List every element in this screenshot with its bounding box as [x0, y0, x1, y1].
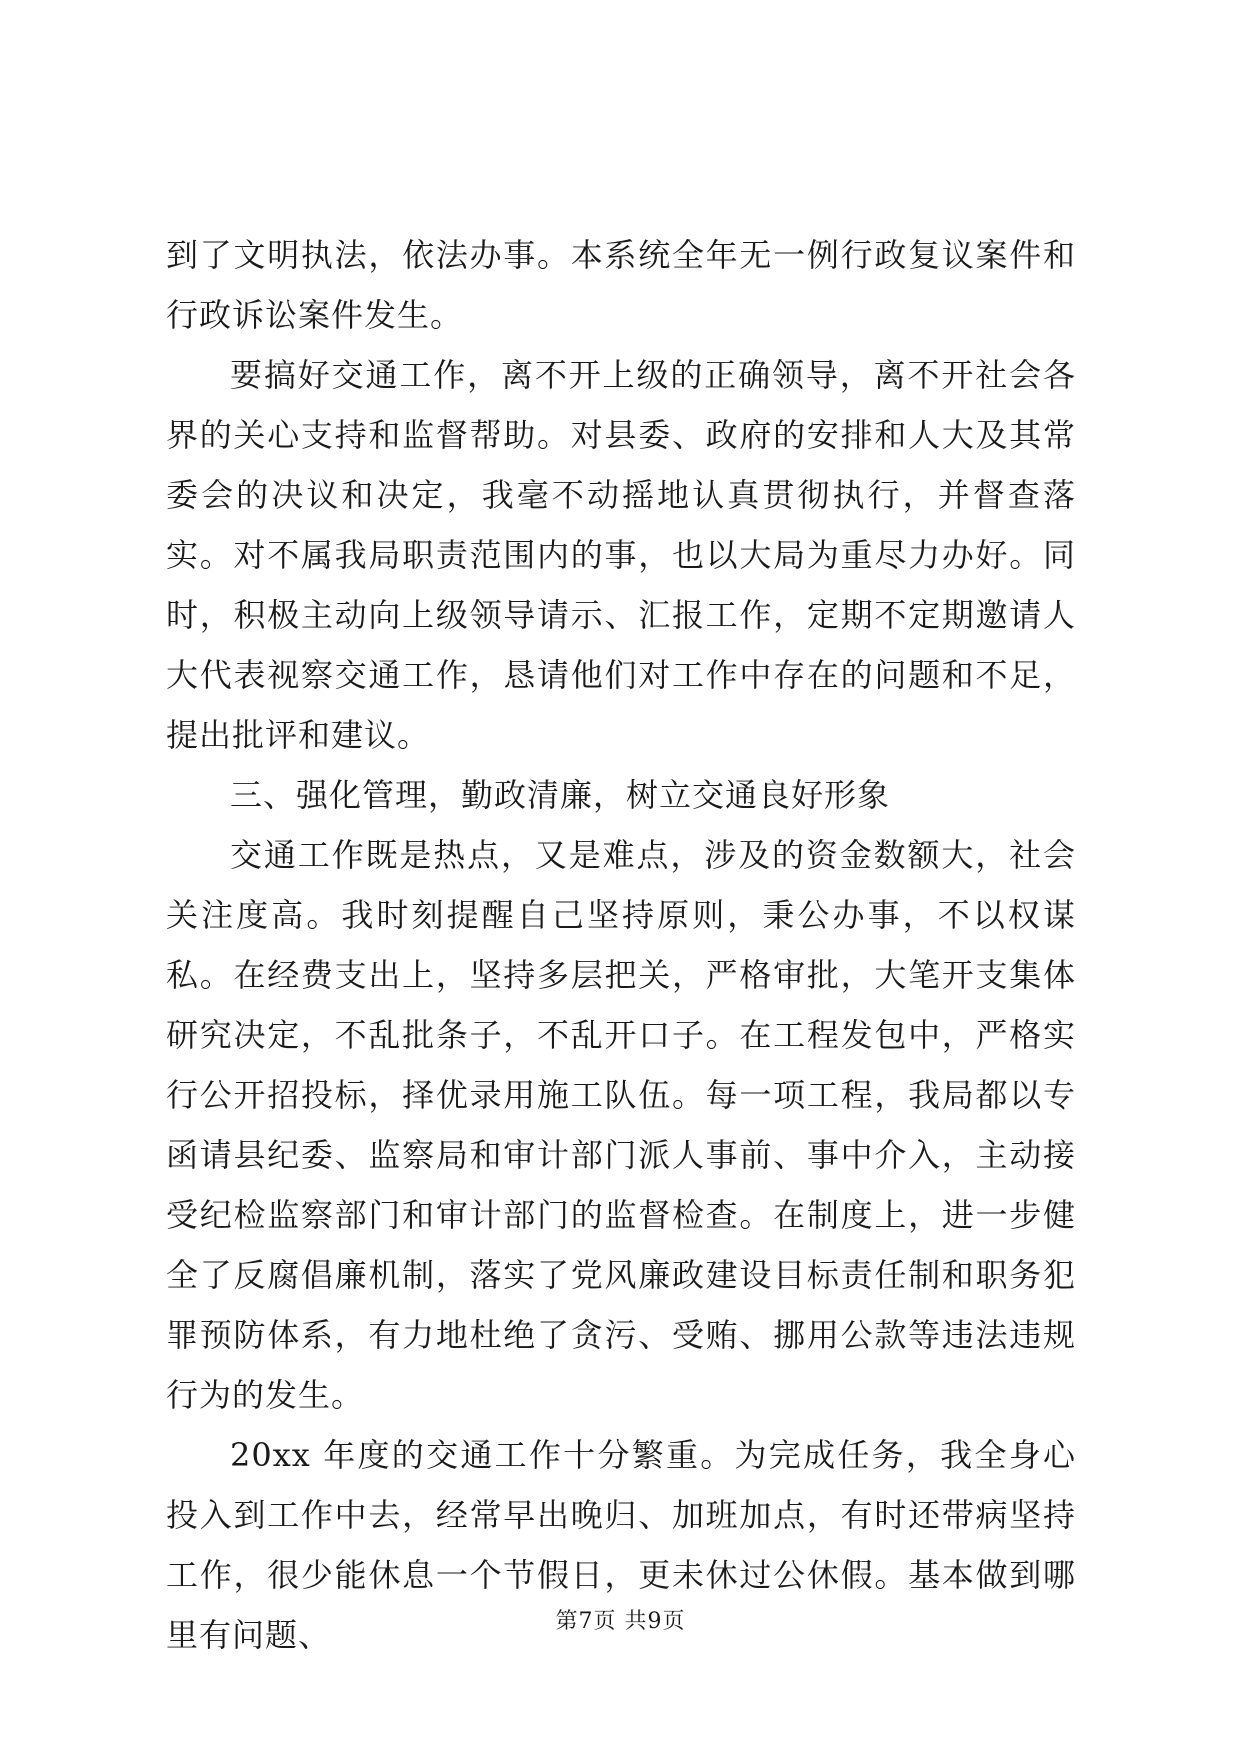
- section-heading: 三、强化管理，勤政清廉，树立交通良好形象: [230, 776, 891, 814]
- page-number-footer: 第7页 共9页: [555, 1609, 686, 1634]
- paragraph: 20xx 年度的交通工作十分繁重。为完成任务，我全身心投入到工作中去，经常早出晚归、加班加点，有时还带病坚持工作，很少能休息一个节假日，更未休过公休假。基本做到哪里有问题、: [166, 1436, 1076, 1654]
- document-body: [166, 225, 1076, 1665]
- paragraph: 要搞好交通工作，离不开上级的正确领导，离不开社会各界的关心支持和监督帮助。对县委、政府的安排和人大及其常委会的决议和决定，我毫不动摇地认真贯彻执行，并督查落实。对不属我局职责范围内的事，也以大局为重尽力办好。同时，积极主动向上级领导请示、汇报工作，定期不定期邀请人大代表视察交通工作，恳请他们对工作中存在的问题和不足，提出批评和建议。: [166, 356, 1076, 754]
- paragraph: 到了文明执法，依法办事。本系统全年无一例行政复议案件和行政诉讼案件发生。: [166, 236, 1076, 334]
- paragraph: 交通工作既是热点，又是难点，涉及的资金数额大，社会关注度高。我时刻提醒自己坚持原则，秉公办事，不以权谋私。在经费支出上，坚持多层把关，严格审批，大笔开支集体研究决定，不乱批条子，不乱开口子。在工程发包中，严格实行公开招投标，择优录用施工队伍。每一项工程，我局都以专函请县纪委、监察局和审计部门派人事前、事中介入，主动接受纪检监察部门和审计部门的监督检查。在制度上，进一步健全了反腐倡廉机制，落实了党风廉政建设目标责任制和职务犯罪预防体系，有力地杜绝了贪污、受贿、挪用公款等违法违规行为的发生。: [166, 836, 1076, 1414]
